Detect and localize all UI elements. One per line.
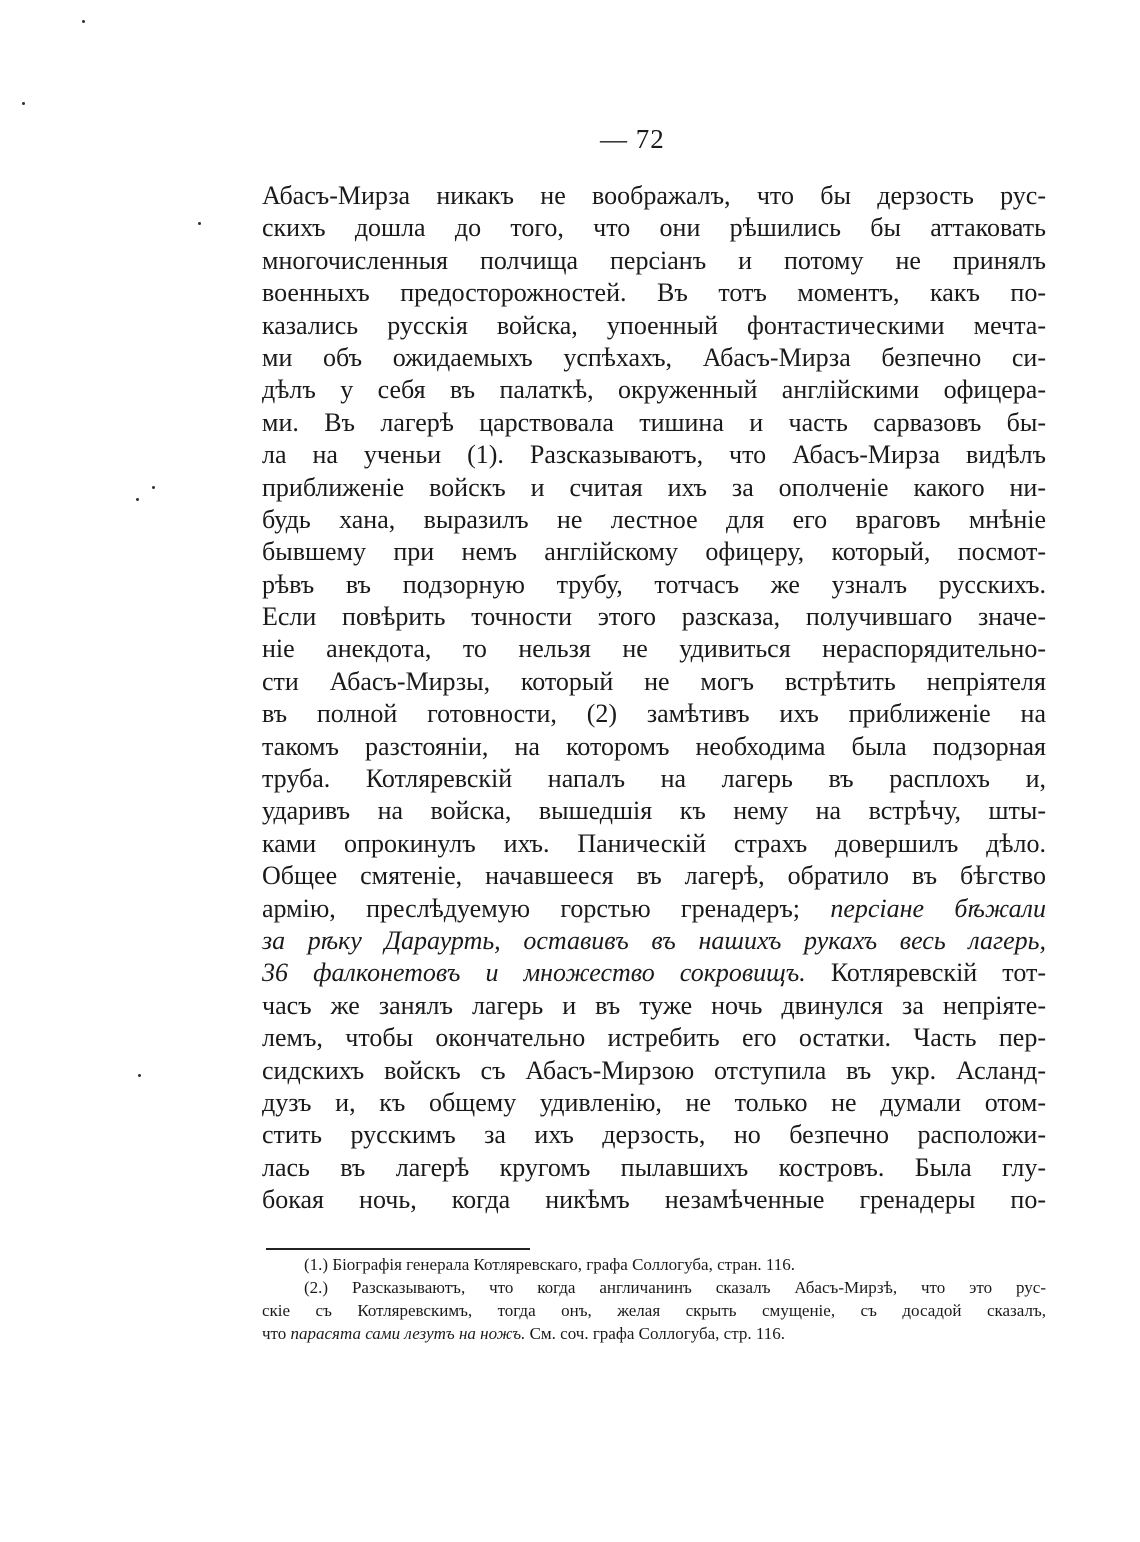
italic-span: парасята сами лезутъ на ножъ. <box>290 1324 526 1343</box>
text-line: въ полной готовности, (2) замѣтивъ ихъ приближеніе на <box>262 699 1046 729</box>
scan-speck <box>82 20 85 23</box>
text-span: Котляревскій тот- <box>805 958 1046 988</box>
scan-speck <box>136 498 139 501</box>
text-line: ударивъ на войска, вышедшія къ нему на встрѣчу, шты- <box>262 796 1046 826</box>
text-line: ніе анекдота, то нельзя не удивиться нераспорядительно- <box>262 634 1046 664</box>
text-line: ла на ученьи (1). Разсказываютъ, что Абасъ-Мирза видѣлъ <box>262 440 1046 470</box>
text-line: лась въ лагерѣ кругомъ пылавшихъ костровъ. Была глу- <box>262 1152 1046 1182</box>
text-line: многочисленныя полчища персіанъ и потому не принялъ <box>262 245 1046 275</box>
text-line-mixed <box>262 957 1046 989</box>
text-line: стить русскимъ за ихъ дерзость, но безпечно расположи- <box>262 1120 1046 1150</box>
footnote-2-line: скіе съ Котляревскимъ, тогда онъ, желая скрыть смущеніе, съ досадой сказалъ, <box>262 1301 1046 1320</box>
italic-span: персіане бѣжали <box>830 893 1046 923</box>
text-line: военныхъ предосторожностей. Въ тотъ моментъ, какъ по- <box>262 278 1046 308</box>
text-line: бокая ночь, когда никѣмъ незамѣченные гренадеры по- <box>262 1185 1046 1215</box>
text-line: бывшему при немъ англійскому офицеру, который, посмот- <box>262 537 1046 567</box>
footnote-1: (1.) Біографія генерала Котляревскаго, графа Соллогуба, стран. 116. <box>304 1255 796 1274</box>
text-line: ми объ ожидаемыхъ успѣхахъ, Абасъ-Мирза безпечно си- <box>262 342 1046 372</box>
text-line: будь хана, выразилъ не лестное для его враговъ мнѣніе <box>262 504 1046 534</box>
text-line: приближеніе войскъ и считая ихъ за ополченіе какого ни- <box>262 472 1046 502</box>
text-line: скихъ дошла до того, что они рѣшились бы аттаковать <box>262 213 1046 243</box>
text-line-italic: за рѣку Дараурть, оставивъ въ нашихъ рукахъ весь лагерь, <box>262 925 1046 955</box>
text-line: казались русскія войска, упоенный фонтастическими мечта- <box>262 310 1046 340</box>
scan-speck <box>138 1074 141 1077</box>
text-span: армію, преслѣдуемую горстью гренадеръ; <box>262 893 831 923</box>
text-line: сти Абасъ-Мирзы, который не могъ встрѣтить непріятеля <box>262 666 1046 696</box>
text-line: дѣлъ у себя въ палаткѣ, окруженный англійскими офицера- <box>262 375 1046 405</box>
text-line: рѣвъ въ подзорную трубу, тотчасъ же узналъ русскихъ. <box>262 569 1046 599</box>
footnote-divider <box>266 1248 530 1250</box>
text-line: Если повѣрить точности этого разсказа, получившаго значе- <box>262 602 1046 632</box>
text-line: такомъ разстояніи, на которомъ необходима была подзорная <box>262 731 1046 761</box>
footnote-2-line <box>262 1322 1046 1345</box>
text-line-mixed <box>262 893 1046 925</box>
text-line: дузъ и, къ общему удивленію, не только не думали отом- <box>262 1087 1046 1117</box>
scan-speck <box>198 222 201 225</box>
italic-span: 36 фалконетовъ и множество сокровищъ. <box>262 958 806 988</box>
scan-speck <box>22 102 25 105</box>
text-line: лемъ, чтобы окончательно истребить его остатки. Часть пер- <box>262 1023 1046 1053</box>
text-line: Абасъ-Мирза никакъ не воображалъ, что бы дерзость рус- <box>262 181 1046 210</box>
text-line: ками опрокинулъ ихъ. Паническій страхъ довершилъ дѣло. <box>262 828 1046 858</box>
footnote-2-line: (2.) Разсказываютъ, что когда англичанинъ сказалъ Абасъ-Мирзѣ, что это рус- <box>304 1278 1046 1297</box>
text-line: часъ же занялъ лагерь и въ туже ночь двинулся за непріяте- <box>262 990 1046 1020</box>
scan-speck <box>152 486 155 489</box>
footnotes <box>262 1253 1046 1345</box>
text-line: Общее смятеніе, начавшееся въ лагерѣ, обратило въ бѣгство <box>262 861 1046 891</box>
text-line: труба. Котляревскій напалъ на лагерь въ расплохъ и, <box>262 764 1046 794</box>
text-line: ми. Въ лагерѣ царствовала тишина и часть сарвазовъ бы- <box>262 407 1046 437</box>
text-line: сидскихъ войскъ съ Абасъ-Мирзою отступила въ укр. Асланд- <box>262 1055 1046 1085</box>
text-span: что <box>262 1324 291 1343</box>
page-number: — 72 <box>600 124 665 154</box>
body-text <box>262 180 1046 1217</box>
text-span: См. соч. графа Соллогуба, стр. 116. <box>525 1324 785 1343</box>
